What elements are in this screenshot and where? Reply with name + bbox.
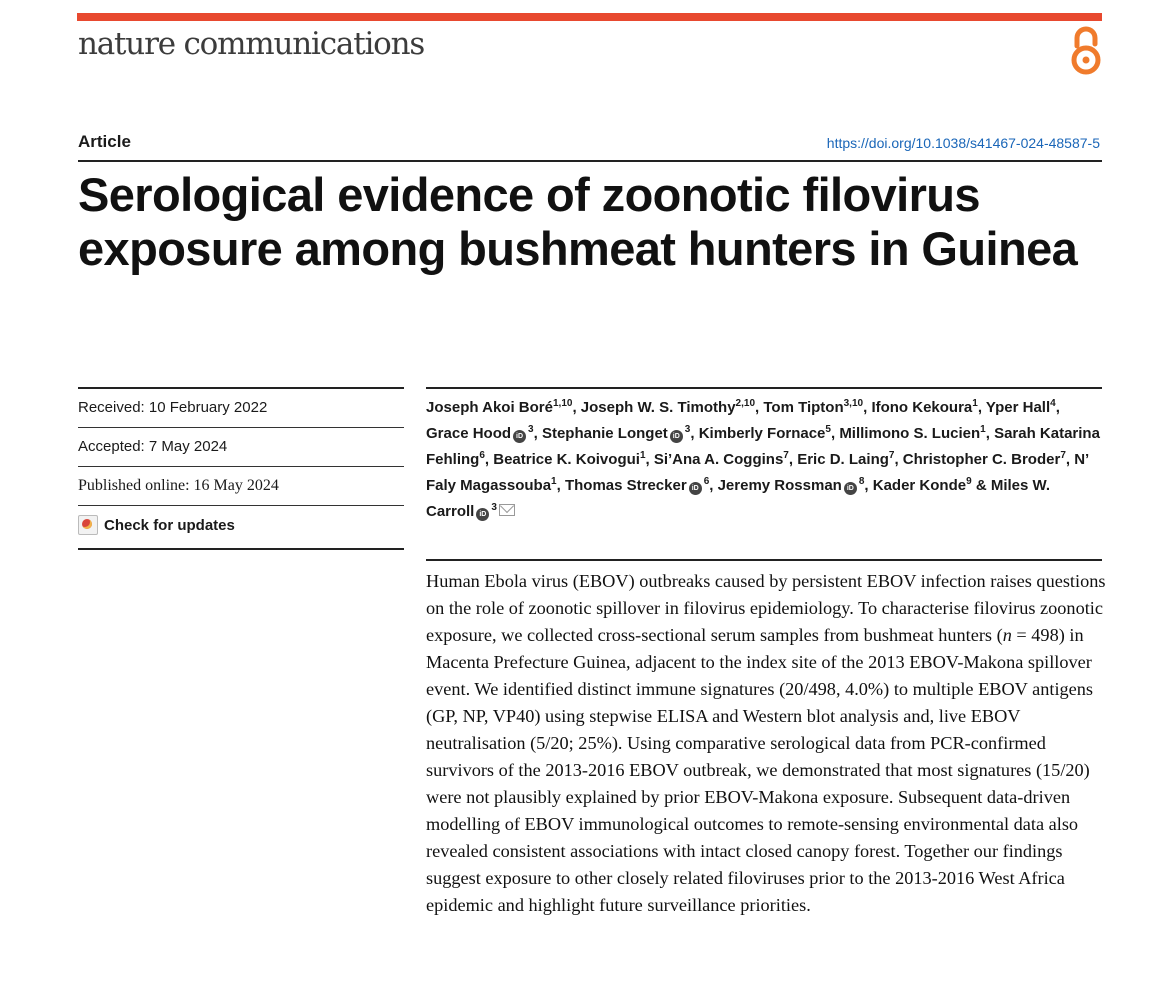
- accepted-date: Accepted: 7 May 2024: [78, 438, 228, 455]
- author-name[interactable]: Grace Hood: [426, 425, 512, 442]
- orcid-icon[interactable]: iD: [689, 482, 702, 495]
- check-for-updates-button[interactable]: [78, 506, 404, 544]
- meta-divider: [78, 548, 404, 550]
- orcid-icon[interactable]: iD: [513, 430, 526, 443]
- doi-link[interactable]: https://doi.org/10.1038/s41467-024-48587-5: [826, 135, 1100, 151]
- check-updates-label: Check for updates: [104, 516, 235, 534]
- author-name[interactable]: Kader Konde: [872, 477, 967, 494]
- author-name[interactable]: N’ Faly Magassouba: [426, 451, 1089, 494]
- author-affiliation: 8: [858, 476, 865, 487]
- article-title: Serological evidence of zoonotic filovirus exposure among bushmeat hunters in Guinea: [78, 168, 1078, 275]
- author-affiliation: 3: [684, 424, 691, 435]
- open-access-icon: [1068, 24, 1104, 76]
- author-name[interactable]: Sarah Katarina Fehling: [426, 425, 1100, 468]
- author-list: Joseph Akoi Boré$^{1,10}$, Joseph W. S. Timothy$^{2,10}$, Tom Tipton$^{3,10}$, Ifono Kekoura$^1$, Yper Hall$^4$, Grace Hood $iD^3$, Stephanie Longet $iD^3$, Kimberly Fornace$^5$, Millimono S. Lucien$^1$, Sarah Katarina Fehling$^6$, Beatrice K. Koivogui$^1$, Si’Ana A. Coggins$^7$, Eric D. Laing$^7$, Christopher C. Broder$^7$, N’ Faly Magassouba$^1$, Thomas Strecker $iD^6$, Jeremy Rossman $iD^8$, Kader Konde$^9$ & Miles W. Carroll $iD^3$: [426, 398, 1100, 520]
- abstract-n-symbol: n: [1002, 625, 1012, 645]
- author-affiliation: 4: [1050, 398, 1056, 409]
- author-name[interactable]: Millimono S. Lucien: [839, 425, 981, 442]
- author-item[interactable]: [839, 425, 985, 442]
- author-item[interactable]: [426, 425, 534, 442]
- author-name[interactable]: Miles W. Carroll: [426, 477, 1051, 520]
- author-item[interactable]: [903, 451, 1066, 468]
- author-item[interactable]: [493, 451, 645, 468]
- authors-divider: [426, 387, 1102, 389]
- abstract-text-part-1: Human Ebola virus (EBOV) outbreaks caused by persistent EBOV infection raises questions on the role of zoonotic spillover in filovirus epidemiology. To characterise filovirus zoonotic exposure, we collected cross-sectional serum samples from bushmeat hunters (: [426, 571, 1106, 645]
- author-affiliation: 7: [783, 450, 789, 461]
- author-affiliation: 7: [1060, 450, 1066, 461]
- received-date: Received: 10 February 2022: [78, 399, 268, 416]
- email-icon[interactable]: [499, 504, 515, 516]
- author-item[interactable]: [797, 451, 894, 468]
- author-item[interactable]: [763, 399, 863, 416]
- author-name[interactable]: Tom Tipton: [763, 399, 844, 416]
- author-item[interactable]: [871, 399, 977, 416]
- abstract-text-part-2: = 498) in Macenta Prefecture Guinea, adjacent to the index site of the 2013 EBOV-Makona spillover event. We identified distinct immune signatures (20/498, 4.0%) to multiple EBOV antigens (GP, NP, VP40) using stepwise ELISA and Western blot analysis and, live EBOV neutralisation (5/20; 25%). Using comparative serological data from PCR-confirmed survivors of the 2013-2016 EBOV outbreak, we demonstrated that most signatures (15/20) were not plausibly explained by prior EBOV-Makona exposure. Subsequent data-driven modelling of EBOV immunological outcomes to remote-sensing environmental data also revealed consistent associations with intact closed canopy forest. Together our findings suggest exposure to other closely related filoviruses prior to the 2013-2016 West Africa epidemic and highlight future surveillance priorities.: [426, 625, 1094, 915]
- author-name[interactable]: Yper Hall: [985, 399, 1051, 416]
- author-affiliation: 3: [491, 502, 497, 513]
- author-affiliation: 1: [972, 398, 978, 409]
- abstract-divider: [426, 559, 1102, 561]
- author-name[interactable]: Joseph Akoi Boré: [426, 399, 553, 416]
- author-affiliation: 1: [551, 476, 557, 487]
- author-affiliation: 7: [888, 450, 895, 461]
- author-affiliation: 1: [980, 424, 986, 435]
- author-name[interactable]: Eric D. Laing: [797, 451, 889, 468]
- author-item[interactable]: [718, 477, 865, 494]
- author-name[interactable]: Si’Ana A. Coggins: [653, 451, 784, 468]
- orcid-icon[interactable]: iD: [476, 508, 489, 521]
- author-affiliation: 5: [825, 424, 831, 435]
- abstract: [426, 568, 1106, 919]
- author-affiliation: 6: [479, 450, 485, 461]
- author-item[interactable]: [699, 425, 831, 442]
- article-type-label: Article: [78, 132, 131, 151]
- publication-meta: [78, 387, 404, 550]
- orcid-icon[interactable]: iD: [844, 482, 857, 495]
- author-affiliation: 9: [966, 476, 972, 487]
- author-affiliation: 6: [703, 476, 710, 487]
- orcid-icon[interactable]: iD: [670, 430, 683, 443]
- author-name[interactable]: Ifono Kekoura: [871, 399, 973, 416]
- author-item[interactable]: [986, 399, 1056, 416]
- author-name[interactable]: Christopher C. Broder: [902, 451, 1061, 468]
- author-affiliation: 1: [639, 450, 646, 461]
- journal-accent-bar: [77, 13, 1102, 21]
- header-divider: [78, 160, 1102, 162]
- author-name[interactable]: Jeremy Rossman: [717, 477, 842, 494]
- author-name[interactable]: Joseph W. S. Timothy: [580, 399, 736, 416]
- author-affiliation: 3,10: [843, 398, 864, 409]
- author-item[interactable]: [654, 451, 789, 468]
- author-item[interactable]: [581, 399, 755, 416]
- author-name[interactable]: Stephanie Longet: [541, 425, 668, 442]
- author-item[interactable]: [542, 425, 690, 442]
- author-name[interactable]: Kimberly Fornace: [698, 425, 826, 442]
- author-name[interactable]: Beatrice K. Koivogui: [493, 451, 640, 468]
- author-name[interactable]: Thomas Strecker: [564, 477, 687, 494]
- journal-name[interactable]: nature communications: [78, 26, 425, 62]
- author-item[interactable]: [873, 477, 972, 494]
- author-affiliation: 3: [528, 424, 534, 435]
- check-updates-icon: [78, 515, 98, 535]
- author-affiliation: 2,10: [735, 398, 756, 409]
- author-item[interactable]: [426, 399, 572, 416]
- published-date: Published online: 16 May 2024: [78, 477, 279, 494]
- author-item[interactable]: [565, 477, 709, 494]
- author-affiliation: 1,10: [552, 398, 573, 409]
